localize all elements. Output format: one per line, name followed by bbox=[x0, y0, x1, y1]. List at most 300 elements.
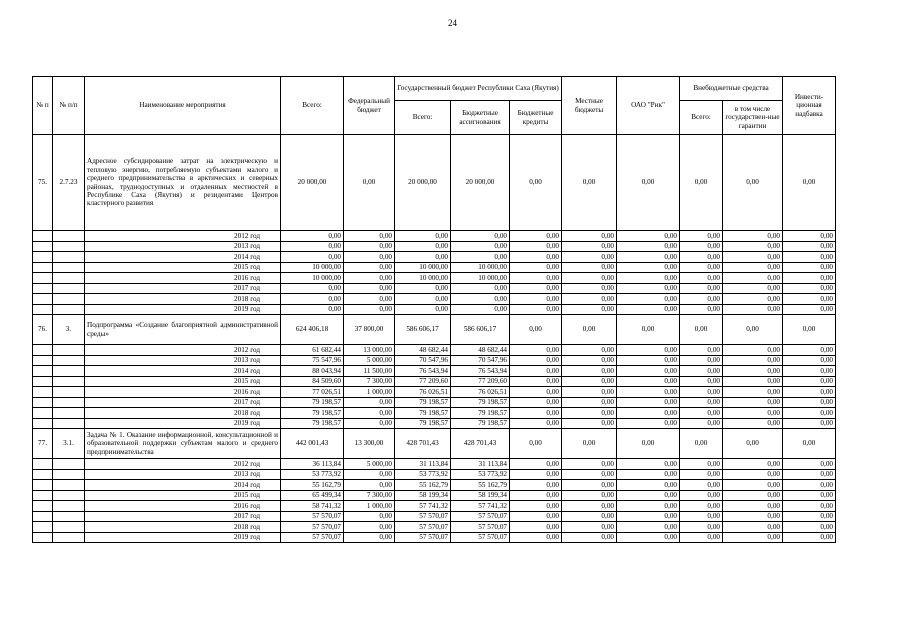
year-value: 0,00 bbox=[617, 366, 680, 377]
year-value: 0,00 bbox=[723, 345, 783, 356]
year-value: 0,00 bbox=[395, 294, 451, 305]
year-value: 0,00 bbox=[281, 252, 344, 263]
year-value: 0,00 bbox=[562, 304, 617, 315]
empty-cell bbox=[53, 522, 85, 533]
year-label: 2015 год bbox=[85, 490, 281, 501]
year-value: 0,00 bbox=[344, 252, 395, 263]
empty-cell bbox=[33, 397, 53, 408]
year-value: 5 000,00 bbox=[344, 355, 395, 366]
block-value: 0,00 bbox=[562, 135, 617, 231]
block-value: 428 701,43 bbox=[395, 429, 451, 459]
header-name: Наименование мероприятия bbox=[85, 77, 281, 135]
year-value: 0,00 bbox=[723, 294, 783, 305]
year-value: 77 209,60 bbox=[451, 376, 510, 387]
block-np: 76. bbox=[33, 315, 53, 345]
year-value: 10 000,00 bbox=[281, 262, 344, 273]
block-value: 0,00 bbox=[510, 429, 562, 459]
year-value: 0,00 bbox=[281, 304, 344, 315]
year-value: 0,00 bbox=[783, 469, 836, 480]
year-value: 0,00 bbox=[723, 283, 783, 294]
year-value: 58 199,34 bbox=[395, 490, 451, 501]
year-value: 0,00 bbox=[723, 262, 783, 273]
year-label: 2019 год bbox=[85, 418, 281, 429]
block-value: 13 300,00 bbox=[344, 429, 395, 459]
year-value: 0,00 bbox=[344, 304, 395, 315]
year-value: 0,00 bbox=[723, 501, 783, 512]
year-value: 0,00 bbox=[281, 231, 344, 242]
year-row bbox=[33, 355, 836, 366]
empty-cell bbox=[33, 273, 53, 284]
year-value: 77 209,60 bbox=[395, 376, 451, 387]
block-value: 0,00 bbox=[680, 135, 723, 231]
year-label: 2015 год bbox=[85, 376, 281, 387]
year-value: 55 162,79 bbox=[281, 480, 344, 491]
year-value: 11 500,00 bbox=[344, 366, 395, 377]
year-value: 0,00 bbox=[723, 469, 783, 480]
header-oao: ОАО "Рик" bbox=[617, 77, 680, 135]
year-value: 0,00 bbox=[510, 511, 562, 522]
year-value: 0,00 bbox=[510, 262, 562, 273]
year-value: 76 026,51 bbox=[395, 387, 451, 398]
empty-cell bbox=[53, 273, 85, 284]
year-value: 0,00 bbox=[510, 376, 562, 387]
budget-table-body bbox=[33, 135, 836, 543]
year-row bbox=[33, 501, 836, 512]
block-value: 0,00 bbox=[617, 429, 680, 459]
year-row bbox=[33, 366, 836, 377]
header-local: Местные бюджеты bbox=[562, 77, 617, 135]
year-value: 0,00 bbox=[562, 511, 617, 522]
year-value: 0,00 bbox=[395, 283, 451, 294]
empty-cell bbox=[33, 355, 53, 366]
year-value: 0,00 bbox=[723, 241, 783, 252]
year-value: 10 000,00 bbox=[281, 273, 344, 284]
year-row bbox=[33, 262, 836, 273]
year-value: 0,00 bbox=[680, 273, 723, 284]
year-value: 0,00 bbox=[510, 252, 562, 263]
year-label: 2017 год bbox=[85, 283, 281, 294]
year-value: 0,00 bbox=[344, 294, 395, 305]
year-value: 0,00 bbox=[562, 532, 617, 543]
year-value: 0,00 bbox=[562, 345, 617, 356]
year-value: 0,00 bbox=[680, 252, 723, 263]
year-value: 57 570,07 bbox=[451, 511, 510, 522]
year-value: 0,00 bbox=[680, 304, 723, 315]
empty-cell bbox=[33, 387, 53, 398]
year-value: 0,00 bbox=[617, 459, 680, 470]
year-value: 48 682,44 bbox=[395, 345, 451, 356]
year-label: 2019 год bbox=[85, 304, 281, 315]
year-value: 0,00 bbox=[281, 294, 344, 305]
year-value: 0,00 bbox=[680, 418, 723, 429]
year-row bbox=[33, 408, 836, 419]
year-value: 31 113,84 bbox=[451, 459, 510, 470]
block-value: 0,00 bbox=[680, 429, 723, 459]
empty-cell bbox=[53, 532, 85, 543]
empty-cell bbox=[33, 262, 53, 273]
year-value: 0,00 bbox=[723, 522, 783, 533]
year-row bbox=[33, 480, 836, 491]
block-value: 624 406,18 bbox=[281, 315, 344, 345]
year-value: 0,00 bbox=[617, 511, 680, 522]
year-value: 0,00 bbox=[617, 294, 680, 305]
empty-cell bbox=[53, 345, 85, 356]
year-value: 0,00 bbox=[510, 345, 562, 356]
year-value: 10 000,00 bbox=[395, 262, 451, 273]
empty-cell bbox=[33, 345, 53, 356]
year-value: 0,00 bbox=[723, 480, 783, 491]
year-value: 79 198,57 bbox=[395, 418, 451, 429]
year-value: 0,00 bbox=[510, 283, 562, 294]
year-value: 0,00 bbox=[344, 511, 395, 522]
year-value: 7 300,00 bbox=[344, 490, 395, 501]
year-value: 0,00 bbox=[562, 376, 617, 387]
year-value: 0,00 bbox=[783, 345, 836, 356]
empty-cell bbox=[53, 283, 85, 294]
year-row bbox=[33, 387, 836, 398]
empty-cell bbox=[53, 511, 85, 522]
page-number: 24 bbox=[448, 18, 457, 28]
header-np: № п bbox=[33, 77, 53, 135]
year-value: 0,00 bbox=[617, 469, 680, 480]
year-row bbox=[33, 304, 836, 315]
year-value: 0,00 bbox=[510, 304, 562, 315]
year-label: 2017 год bbox=[85, 397, 281, 408]
year-value: 0,00 bbox=[783, 273, 836, 284]
block-row bbox=[33, 429, 836, 459]
empty-cell bbox=[53, 387, 85, 398]
year-value: 0,00 bbox=[562, 366, 617, 377]
empty-cell bbox=[33, 408, 53, 419]
year-value: 0,00 bbox=[680, 387, 723, 398]
empty-cell bbox=[33, 418, 53, 429]
year-value: 79 198,57 bbox=[281, 418, 344, 429]
block-value: 37 800,00 bbox=[344, 315, 395, 345]
year-value: 0,00 bbox=[510, 501, 562, 512]
block-value: 442 001,43 bbox=[281, 429, 344, 459]
year-value: 0,00 bbox=[451, 231, 510, 242]
year-value: 0,00 bbox=[783, 490, 836, 501]
year-value: 0,00 bbox=[344, 241, 395, 252]
block-value: 20 000,00 bbox=[395, 135, 451, 231]
year-value: 57 741,32 bbox=[451, 501, 510, 512]
year-row bbox=[33, 522, 836, 533]
empty-cell bbox=[53, 397, 85, 408]
year-value: 76 543,94 bbox=[395, 366, 451, 377]
year-value: 0,00 bbox=[510, 480, 562, 491]
year-value: 0,00 bbox=[783, 408, 836, 419]
year-value: 0,00 bbox=[510, 231, 562, 242]
year-value: 0,00 bbox=[680, 408, 723, 419]
year-value: 0,00 bbox=[617, 262, 680, 273]
block-np: 75. bbox=[33, 135, 53, 231]
year-value: 10 000,00 bbox=[451, 262, 510, 273]
empty-cell bbox=[33, 490, 53, 501]
empty-cell bbox=[53, 501, 85, 512]
year-value: 0,00 bbox=[344, 418, 395, 429]
header-state-group: Государственный бюджет Республики Саха (Якутия) bbox=[395, 77, 562, 101]
year-value: 0,00 bbox=[680, 490, 723, 501]
block-row bbox=[33, 135, 836, 231]
year-value: 0,00 bbox=[723, 231, 783, 242]
year-value: 7 300,00 bbox=[344, 376, 395, 387]
empty-cell bbox=[33, 304, 53, 315]
year-value: 0,00 bbox=[680, 480, 723, 491]
year-value: 57 570,07 bbox=[281, 522, 344, 533]
year-value: 0,00 bbox=[680, 469, 723, 480]
year-value: 0,00 bbox=[783, 480, 836, 491]
empty-cell bbox=[33, 294, 53, 305]
year-value: 79 198,57 bbox=[451, 408, 510, 419]
year-label: 2018 год bbox=[85, 408, 281, 419]
year-value: 53 773,92 bbox=[395, 469, 451, 480]
year-value: 79 198,57 bbox=[281, 397, 344, 408]
year-label: 2015 год bbox=[85, 262, 281, 273]
year-value: 0,00 bbox=[395, 252, 451, 263]
year-value: 0,00 bbox=[783, 511, 836, 522]
empty-cell bbox=[53, 490, 85, 501]
year-value: 0,00 bbox=[680, 345, 723, 356]
year-value: 0,00 bbox=[783, 304, 836, 315]
year-value: 0,00 bbox=[783, 262, 836, 273]
header-extra-group: Внебюджетные средства bbox=[680, 77, 783, 101]
year-value: 0,00 bbox=[680, 511, 723, 522]
year-value: 0,00 bbox=[783, 231, 836, 242]
year-value: 0,00 bbox=[562, 387, 617, 398]
year-value: 0,00 bbox=[510, 418, 562, 429]
block-value: 0,00 bbox=[783, 135, 836, 231]
year-value: 76 543,94 bbox=[451, 366, 510, 377]
year-value: 0,00 bbox=[680, 501, 723, 512]
empty-cell bbox=[53, 252, 85, 263]
year-value: 0,00 bbox=[344, 469, 395, 480]
year-value: 0,00 bbox=[510, 532, 562, 543]
year-value: 0,00 bbox=[562, 294, 617, 305]
year-label: 2016 год bbox=[85, 501, 281, 512]
year-value: 0,00 bbox=[451, 304, 510, 315]
year-value: 0,00 bbox=[783, 241, 836, 252]
year-value: 0,00 bbox=[723, 304, 783, 315]
year-label: 2013 год bbox=[85, 469, 281, 480]
year-value: 48 682,44 bbox=[451, 345, 510, 356]
year-label: 2012 год bbox=[85, 231, 281, 242]
block-npp: 3.1. bbox=[53, 429, 85, 459]
year-value: 57 741,32 bbox=[395, 501, 451, 512]
block-value: 0,00 bbox=[783, 429, 836, 459]
empty-cell bbox=[53, 304, 85, 315]
year-value: 0,00 bbox=[344, 262, 395, 273]
year-value: 0,00 bbox=[680, 459, 723, 470]
year-value: 0,00 bbox=[451, 252, 510, 263]
year-value: 0,00 bbox=[723, 459, 783, 470]
year-value: 65 499,34 bbox=[281, 490, 344, 501]
year-row bbox=[33, 490, 836, 501]
year-value: 0,00 bbox=[617, 501, 680, 512]
year-value: 0,00 bbox=[783, 355, 836, 366]
empty-cell bbox=[53, 469, 85, 480]
year-row bbox=[33, 532, 836, 543]
year-value: 0,00 bbox=[451, 294, 510, 305]
year-value: 0,00 bbox=[617, 355, 680, 366]
year-value: 0,00 bbox=[680, 283, 723, 294]
empty-cell bbox=[33, 522, 53, 533]
block-title: Задача № 1. Оказание информационной, консультационной и образовательной поддержки субъектам малого и среднего предпринимательства bbox=[85, 429, 281, 459]
year-value: 0,00 bbox=[562, 241, 617, 252]
empty-cell bbox=[33, 231, 53, 242]
year-value: 53 773,92 bbox=[281, 469, 344, 480]
year-value: 0,00 bbox=[510, 469, 562, 480]
year-row bbox=[33, 469, 836, 480]
year-value: 0,00 bbox=[680, 262, 723, 273]
year-label: 2018 год bbox=[85, 522, 281, 533]
year-value: 0,00 bbox=[344, 522, 395, 533]
year-value: 0,00 bbox=[510, 366, 562, 377]
year-value: 57 570,07 bbox=[281, 511, 344, 522]
year-value: 0,00 bbox=[562, 283, 617, 294]
year-value: 0,00 bbox=[723, 252, 783, 263]
year-value: 0,00 bbox=[723, 366, 783, 377]
year-value: 0,00 bbox=[783, 387, 836, 398]
year-label: 2016 год bbox=[85, 273, 281, 284]
empty-cell bbox=[33, 480, 53, 491]
year-value: 0,00 bbox=[344, 532, 395, 543]
year-value: 0,00 bbox=[680, 366, 723, 377]
year-value: 57 570,07 bbox=[395, 522, 451, 533]
year-value: 0,00 bbox=[395, 241, 451, 252]
block-value: 0,00 bbox=[617, 315, 680, 345]
empty-cell bbox=[33, 376, 53, 387]
header-state-alloc: Бюджетные ассигнования bbox=[451, 101, 510, 135]
empty-cell bbox=[33, 241, 53, 252]
year-value: 0,00 bbox=[783, 501, 836, 512]
block-value: 0,00 bbox=[723, 135, 783, 231]
block-npp: 3. bbox=[53, 315, 85, 345]
year-row bbox=[33, 273, 836, 284]
year-value: 0,00 bbox=[562, 459, 617, 470]
header-federal: Федеральный бюджет bbox=[344, 77, 395, 135]
year-value: 0,00 bbox=[344, 408, 395, 419]
year-value: 0,00 bbox=[395, 231, 451, 242]
year-value: 0,00 bbox=[783, 418, 836, 429]
header-extra-guar: в том числе государствен-ные гарантии bbox=[723, 101, 783, 135]
year-value: 10 000,00 bbox=[395, 273, 451, 284]
year-value: 0,00 bbox=[562, 397, 617, 408]
year-label: 2012 год bbox=[85, 459, 281, 470]
year-value: 0,00 bbox=[562, 469, 617, 480]
year-value: 79 198,57 bbox=[395, 408, 451, 419]
year-value: 0,00 bbox=[723, 355, 783, 366]
year-value: 0,00 bbox=[562, 480, 617, 491]
year-value: 0,00 bbox=[510, 241, 562, 252]
year-value: 58 741,32 bbox=[281, 501, 344, 512]
year-value: 0,00 bbox=[617, 480, 680, 491]
year-value: 0,00 bbox=[562, 522, 617, 533]
year-value: 5 000,00 bbox=[344, 459, 395, 470]
empty-cell bbox=[33, 459, 53, 470]
year-value: 0,00 bbox=[723, 273, 783, 284]
block-value: 0,00 bbox=[562, 315, 617, 345]
block-value: 0,00 bbox=[562, 429, 617, 459]
empty-cell bbox=[53, 480, 85, 491]
year-value: 88 043,94 bbox=[281, 366, 344, 377]
year-value: 0,00 bbox=[680, 532, 723, 543]
year-value: 0,00 bbox=[617, 532, 680, 543]
year-value: 0,00 bbox=[617, 376, 680, 387]
year-value: 1 000,00 bbox=[344, 501, 395, 512]
year-value: 0,00 bbox=[783, 376, 836, 387]
year-value: 0,00 bbox=[344, 283, 395, 294]
year-value: 0,00 bbox=[617, 408, 680, 419]
year-value: 0,00 bbox=[680, 294, 723, 305]
empty-cell bbox=[53, 376, 85, 387]
year-value: 55 162,79 bbox=[451, 480, 510, 491]
year-value: 0,00 bbox=[680, 241, 723, 252]
year-value: 0,00 bbox=[562, 252, 617, 263]
empty-cell bbox=[53, 366, 85, 377]
empty-cell bbox=[53, 459, 85, 470]
year-value: 0,00 bbox=[562, 355, 617, 366]
header-state-credit: Бюджетные кредиты bbox=[510, 101, 562, 135]
block-value: 20 000,00 bbox=[281, 135, 344, 231]
year-value: 57 570,07 bbox=[395, 511, 451, 522]
year-value: 0,00 bbox=[344, 480, 395, 491]
year-value: 53 773,92 bbox=[451, 469, 510, 480]
empty-cell bbox=[53, 418, 85, 429]
year-value: 1 000,00 bbox=[344, 387, 395, 398]
year-value: 0,00 bbox=[617, 231, 680, 242]
empty-cell bbox=[33, 469, 53, 480]
year-label: 2013 год bbox=[85, 355, 281, 366]
block-value: 0,00 bbox=[723, 429, 783, 459]
empty-cell bbox=[33, 252, 53, 263]
year-value: 79 198,57 bbox=[451, 397, 510, 408]
block-value: 0,00 bbox=[510, 315, 562, 345]
year-label: 2012 год bbox=[85, 345, 281, 356]
block-value: 0,00 bbox=[680, 315, 723, 345]
year-value: 0,00 bbox=[783, 294, 836, 305]
year-label: 2014 год bbox=[85, 366, 281, 377]
year-value: 0,00 bbox=[723, 490, 783, 501]
block-npp: 2.7.23 bbox=[53, 135, 85, 231]
year-value: 0,00 bbox=[680, 522, 723, 533]
year-value: 0,00 bbox=[783, 283, 836, 294]
header-state-total: Всего: bbox=[395, 101, 451, 135]
year-value: 61 682,44 bbox=[281, 345, 344, 356]
empty-cell bbox=[33, 366, 53, 377]
year-label: 2013 год bbox=[85, 241, 281, 252]
year-value: 0,00 bbox=[680, 231, 723, 242]
year-value: 10 000,00 bbox=[451, 273, 510, 284]
year-row bbox=[33, 418, 836, 429]
year-value: 0,00 bbox=[510, 397, 562, 408]
year-row bbox=[33, 511, 836, 522]
year-value: 0,00 bbox=[617, 241, 680, 252]
block-value: 0,00 bbox=[783, 315, 836, 345]
year-value: 0,00 bbox=[344, 397, 395, 408]
empty-cell bbox=[53, 262, 85, 273]
year-value: 0,00 bbox=[510, 355, 562, 366]
year-value: 0,00 bbox=[510, 294, 562, 305]
year-value: 0,00 bbox=[562, 418, 617, 429]
year-value: 0,00 bbox=[617, 304, 680, 315]
year-row bbox=[33, 241, 836, 252]
year-row bbox=[33, 376, 836, 387]
year-value: 0,00 bbox=[510, 273, 562, 284]
empty-cell bbox=[33, 501, 53, 512]
empty-cell bbox=[53, 355, 85, 366]
year-label: 2014 год bbox=[85, 252, 281, 263]
year-value: 0,00 bbox=[723, 418, 783, 429]
